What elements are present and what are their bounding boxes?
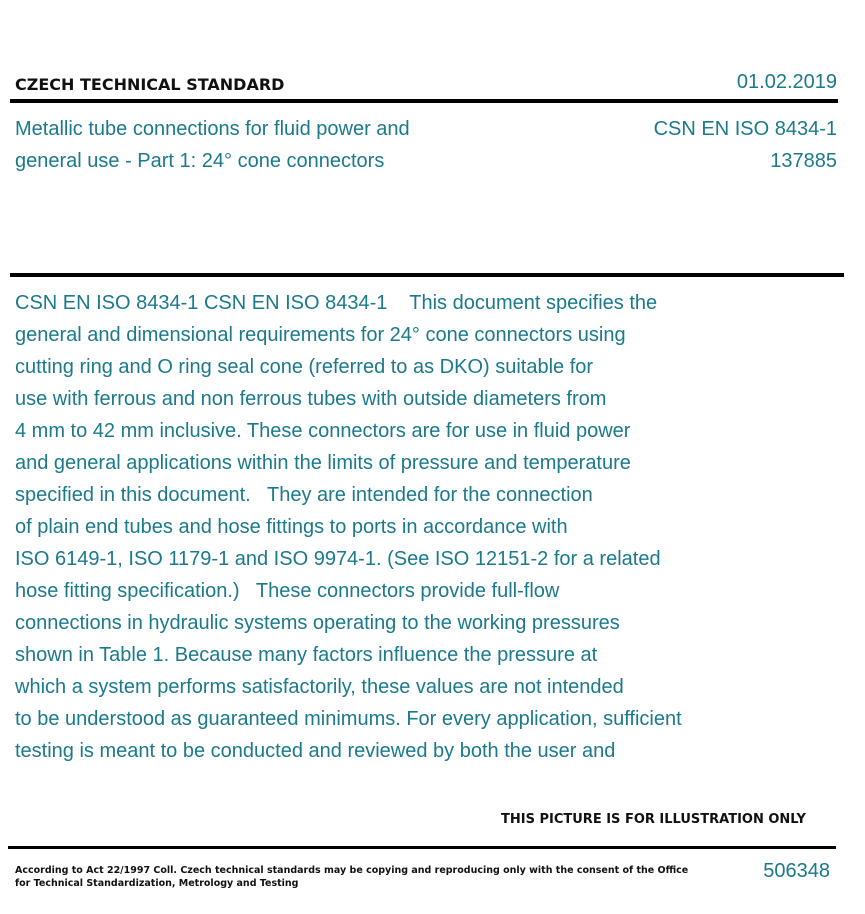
abstract-line: cutting ring and O ring seal cone (referred to as DKO) suitable for [15,356,594,378]
abstract-line: to be understood as guaranteed minimums. For every application, sufficient [15,708,682,730]
abstract-line: shown in Table 1. Because many factors influence the pressure at [15,644,598,666]
abstract-line: general and dimensional requirements for 24° cone connectors using [15,324,626,346]
title-divider [10,273,844,277]
header-divider [10,99,838,103]
abstract-line: hose fitting specification.) These connectors provide full-flow [15,580,560,602]
illustration-disclaimer: THIS PICTURE IS FOR ILLUSTRATION ONLY [501,812,806,827]
abstract-line: use with ferrous and non ferrous tubes with outside diameters from [15,388,607,410]
catalog-number: 137885 [770,150,837,172]
title-line: Metallic tube connections for fluid power and [15,118,410,140]
document-title [15,113,485,177]
abstract-line: of plain end tubes and hose fittings to ports in accordance with [15,516,568,538]
abstract-line: connections in hydraulic systems operating to the working pressures [15,612,620,634]
abstract-line: which a system performs satisfactorily, these values are not intended [15,676,624,698]
document-abstract [15,287,755,767]
footer-divider [8,846,836,849]
title-line: general use - Part 1: 24° cone connectors [15,150,385,172]
document-code: 506348 [763,860,830,882]
abstract-line: testing is meant to be conducted and reviewed by both the user and [15,740,616,762]
abstract-line: ISO 6149-1, ISO 1179-1 and ISO 9974-1. (See ISO 12151-2 for a related [15,548,661,570]
copyright-notice [15,864,689,890]
copyright-line: According to Act 22/1997 Coll. Czech technical standards may be copying and reproducing only with the consent of the Office [15,865,689,876]
standard-number: CSN EN ISO 8434-1 [653,118,837,140]
copyright-line: for Technical Standardization, Metrology and Testing [15,878,299,889]
standard-identifiers [654,113,837,177]
abstract-line: and general applications within the limits of pressure and temperature [15,452,631,474]
abstract-line: CSN EN ISO 8434-1 CSN EN ISO 8434-1 This document specifies the [15,292,658,314]
abstract-line: specified in this document. They are intended for the connection [15,484,593,506]
standard-type-label: CZECH TECHNICAL STANDARD [15,75,285,94]
abstract-line: 4 mm to 42 mm inclusive. These connectors are for use in fluid power [15,420,631,442]
publication-date: 01.02.2019 [736,71,837,93]
